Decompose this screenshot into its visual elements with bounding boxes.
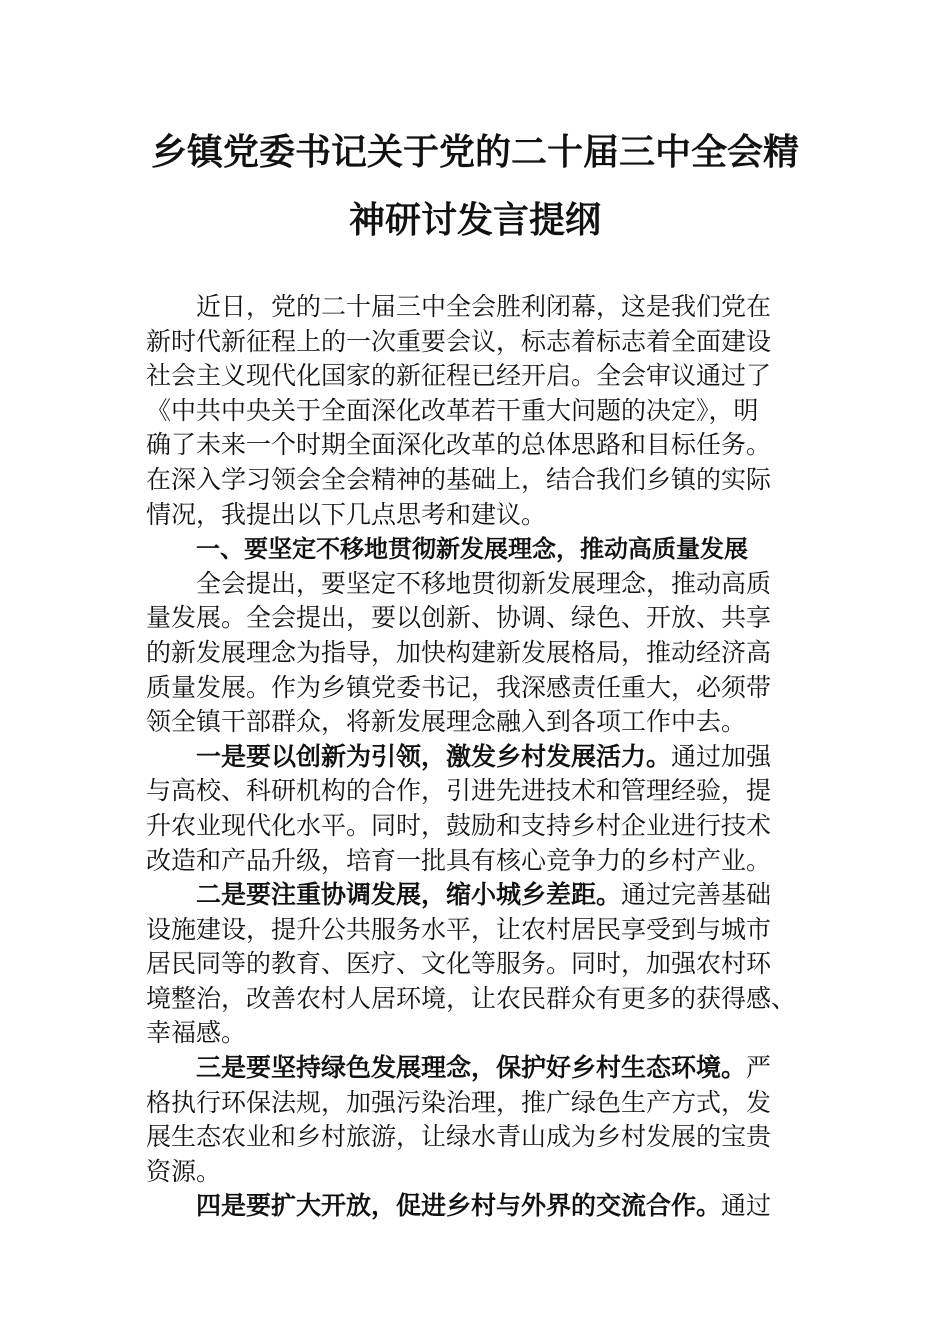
point-first-line — [146, 1189, 826, 1224]
point-line: 升农业现代化水平。同时，鼓励和支持乡村企业进行技术 — [146, 810, 772, 840]
intro-line: 社会主义现代化国家的新征程已经开启。全会审议通过了 — [146, 361, 772, 391]
point-line: 幸福感。 — [146, 1018, 247, 1048]
section-line: 领全镇干部群众，将新发展理念融入到各项工作中去。 — [146, 707, 747, 737]
section-line: 的新发展理念为指导，加快构建新发展格局，推动经济高 — [146, 637, 772, 667]
point-line: 格执行环保法规，加强污染治理，推广绿色生产方式，发 — [146, 1087, 772, 1117]
point-lead: 三是要坚持绿色发展理念，保护好乡村生态环境。 — [196, 1053, 747, 1083]
intro-line: 确了未来一个时期全面深化改革的总体思路和目标任务。 — [146, 430, 772, 460]
point-text: 严 — [746, 1053, 772, 1083]
section-line: 全会提出，要坚定不移地贯彻新发展理念，推动高质 — [196, 568, 772, 598]
document-body — [146, 290, 826, 1224]
section-heading: 一、要坚定不移地贯彻新发展理念，推动高质量发展 — [196, 535, 748, 564]
document-title-line-1: 乡镇党委书记关于党的二十届三中全会精 — [150, 131, 799, 173]
point-text: 通过加强 — [671, 741, 772, 771]
point-first-line — [146, 740, 826, 775]
point-lead: 一是要以创新为引领，激发乡村发展活力。 — [196, 741, 672, 771]
document-title-line-2: 神研讨发言提纲 — [348, 199, 601, 241]
point-line: 资源。 — [146, 1156, 222, 1186]
point-line: 境整治，改善农村人居环境，让农民群众有更多的获得感、 — [146, 983, 797, 1013]
intro-line: 情况，我提出以下几点思考和建议。 — [146, 499, 547, 529]
point-line: 与高校、科研机构的合作，引进先进技术和管理经验，提 — [146, 776, 772, 806]
point-first-line — [146, 878, 826, 913]
point-lead: 二是要注重协调发展，缩小城乡差距。 — [196, 880, 622, 910]
point-lead: 四是要扩大开放，促进乡村与外界的交流合作。 — [196, 1191, 722, 1221]
section-line: 质量发展。作为乡镇党委书记，我深感责任重大，必须带 — [146, 672, 772, 702]
section-line: 量发展。全会提出，要以创新、协调、绿色、开放、共享 — [146, 603, 772, 633]
point-line: 改造和产品升级，培育一批具有核心竞争力的乡村产业。 — [146, 845, 772, 875]
point-line: 展生态农业和乡村旅游，让绿水青山成为乡村发展的宝贵 — [146, 1122, 772, 1152]
intro-line: 《中共中央关于全面深化改革若干重大问题的决定》，明 — [146, 395, 759, 425]
point-first-line — [146, 1051, 826, 1086]
intro-line: 新时代新征程上的一次重要会议，标志着标志着全面建设 — [146, 326, 772, 356]
point-text: 通过 — [721, 1191, 772, 1221]
intro-line: 在深入学习领会全会精神的基础上，结合我们乡镇的实际 — [146, 464, 772, 494]
point-text: 通过完善基础 — [621, 880, 772, 910]
point-line: 设施建设，提升公共服务水平，让农村居民享受到与城市 — [146, 914, 772, 944]
intro-line: 近日，党的二十届三中全会胜利闭幕，这是我们党在 — [196, 292, 772, 321]
point-line: 居民同等的教育、医疗、文化等服务。同时，加强农村环 — [146, 949, 772, 979]
